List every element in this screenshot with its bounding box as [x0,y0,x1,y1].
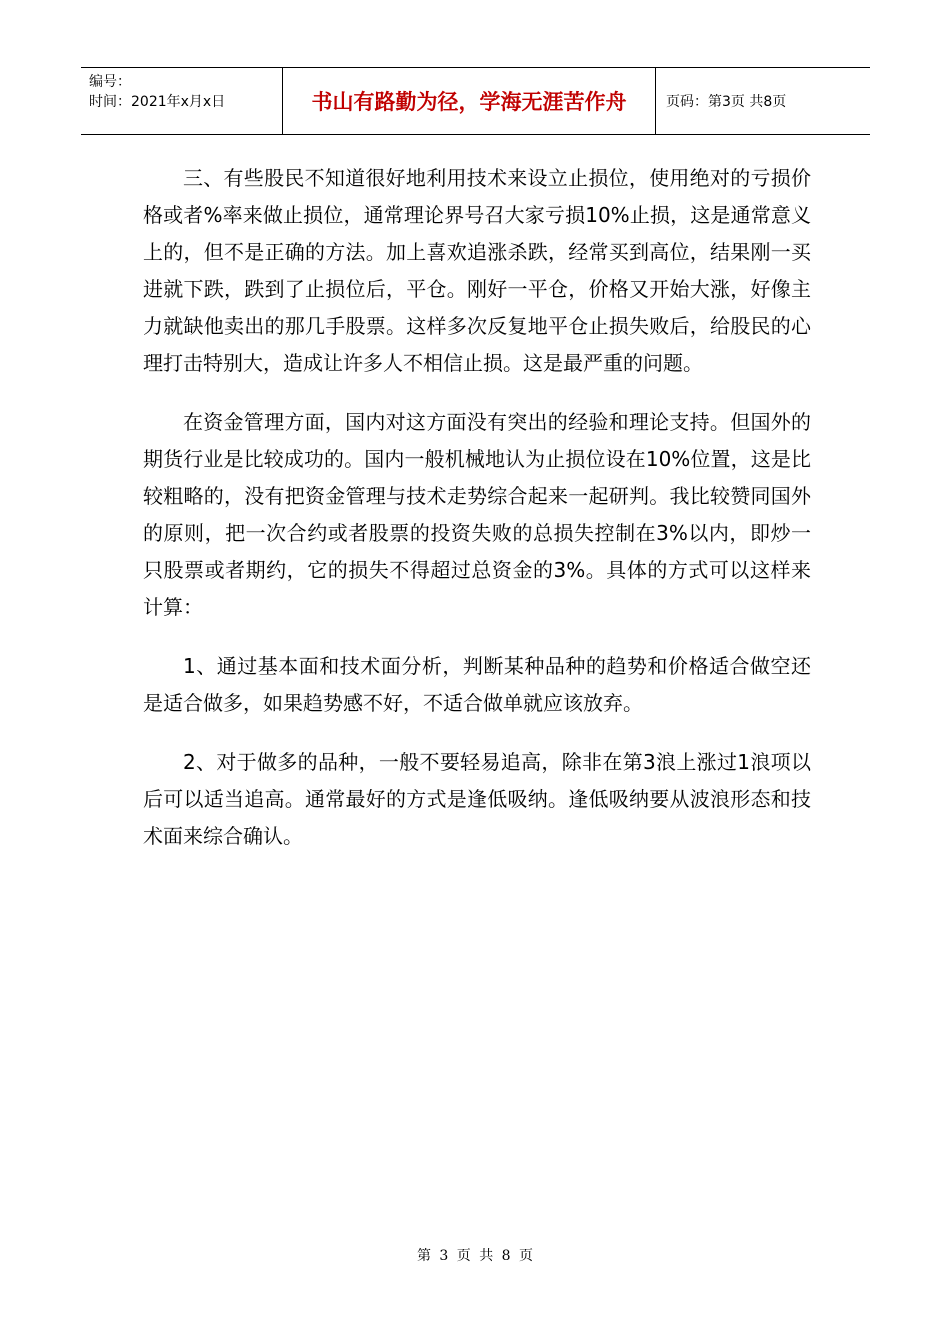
header-motto-cell [283,68,656,134]
page-footer [0,1245,950,1265]
number-label: 编号： [89,74,131,90]
header-page-cell [656,68,870,134]
document-header [81,67,870,135]
paragraph-1: 三、有些股民不知道很好地利用技术来设立止损位，使用绝对的亏损价格或者%率来做止损位，通常理论界号召大家亏损10%止损，这是通常意义上的，但不是正确的方法。加上喜欢追涨杀跌，经常买到高位，结果刚一买进就下跌，跌到了止损位后，平仓。刚好一平仓，价格又开始大涨，好像主力就缺他卖出的那几手股票。这样多次反复地平仓止损失败后，给股民的心理打击特别大，造成让许多人不相信止损。这是最严重的问题。 [143,166,811,375]
motto-text: 书山有路勤为径，学海无涯苦作舟 [311,89,627,114]
paragraph-2: 在资金管理方面，国内对这方面没有突出的经验和理论支持。但国外的期货行业是比较成功的。国内一般机械地认为止损位设在10%位置，这是比较粗略的，没有把资金管理与技术走势综合起来一起研判。我比较赞同国外的原则，把一次合约或者股票的投资失败的总损失控制在3%以内，即炒一只股票或者期约，它的损失不得超过总资金的3%。具体的方式可以这样来计算： [143,410,811,619]
document-body [143,160,811,855]
footer-page-number: 第 3 页 共 8 页 [416,1248,534,1264]
header-meta-cell [81,68,283,134]
time-label: 时间：2021年x月x日 [89,94,226,110]
page-info: 页码：第3页 共8页 [666,94,787,110]
paragraph-3: 1、通过基本面和技术面分析，判断某种品种的趋势和价格适合做空还是适合做多，如果趋势感不好，不适合做单就应该放弃。 [143,654,811,715]
paragraph-4: 2、对于做多的品种，一般不要轻易追高，除非在第3浪上涨过1浪项以后可以适当追高。通常最好的方式是逢低吸纳。逢低吸纳要从波浪形态和技术面来综合确认。 [143,750,811,848]
